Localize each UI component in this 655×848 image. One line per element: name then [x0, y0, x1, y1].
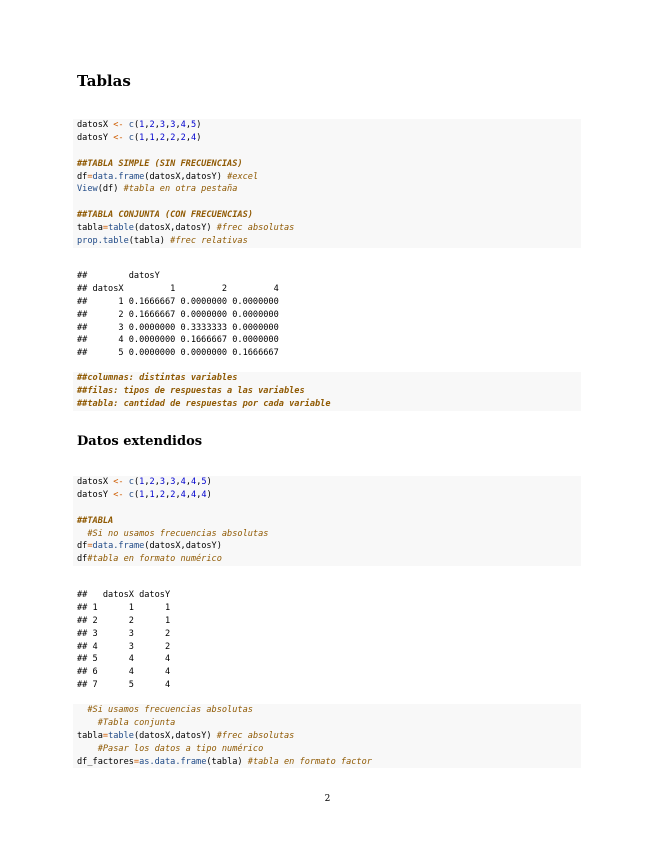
code-token: #excel — [227, 171, 259, 182]
code-token: , — [185, 132, 192, 143]
code-token: , — [144, 120, 150, 130]
code-token: = — [87, 541, 93, 552]
code-token: #Pasar los datos a tipo numérico — [97, 743, 264, 754]
code-token: ) — [206, 489, 212, 500]
code-token: table — [108, 730, 134, 741]
output-line: ## datosX 1 2 4 — [77, 283, 279, 294]
code-token: , — [154, 489, 160, 500]
code-line — [77, 717, 577, 730]
output-line: ## 5 0.0000000 0.0000000 0.1666667 — [77, 348, 279, 359]
code-token: data.frame — [92, 171, 145, 182]
code-token: (tabla) — [128, 236, 171, 247]
code-token: #tabla en otra pestaña — [123, 184, 238, 195]
blank-line — [77, 502, 577, 515]
code-token: 4 — [180, 489, 186, 500]
code-token: 4 — [191, 477, 197, 487]
code-token: 4 — [180, 120, 186, 130]
output-line: ## datosY — [77, 271, 160, 281]
code-token: ( — [133, 477, 140, 487]
code-token: ##filas: tipos de respuestas a las variables — [77, 385, 305, 396]
code-token: #tabla en formato factor — [247, 756, 372, 767]
output-line: ## 2 2 1 — [77, 615, 171, 626]
code-line — [77, 756, 577, 769]
output-line: ## datosX datosY — [77, 590, 171, 600]
code-token: 2 — [180, 132, 186, 143]
code-token: , — [144, 489, 150, 500]
blank-line — [77, 145, 577, 158]
code-token: 2 — [159, 132, 166, 143]
code-line — [77, 235, 577, 248]
output-block-prop-table — [73, 270, 581, 360]
code-token: ( — [133, 132, 140, 143]
code-block-notes — [73, 372, 581, 411]
output-line: ## 1 0.1666667 0.0000000 0.0000000 — [77, 296, 279, 307]
code-line — [77, 489, 577, 502]
code-token: table — [108, 223, 134, 234]
code-block-tablas — [73, 119, 581, 248]
code-token: 2 — [170, 132, 176, 143]
code-line — [77, 515, 577, 528]
output-line: ## 4 3 2 — [77, 641, 171, 652]
code-token: , — [165, 477, 171, 487]
code-token: , — [175, 477, 181, 487]
code-token: ##TABLA SIMPLE (SIN FRECUENCIAS) — [77, 158, 243, 169]
output-line: ## 3 0.0000000 0.3333333 0.0000000 — [77, 322, 279, 333]
code-token: ##columnas: distintas variables — [77, 373, 238, 383]
code-token: tabla — [77, 730, 103, 741]
code-token: df — [77, 171, 88, 182]
code-token: ##tabla: cantidad de respuestas por cada variable — [77, 398, 331, 409]
code-line — [77, 743, 577, 756]
code-token: <- — [113, 477, 124, 487]
code-token: (datosX,datosY) — [144, 541, 222, 552]
code-line — [77, 528, 577, 541]
code-token: #Si usamos frecuencias absolutas — [87, 705, 253, 715]
code-token: , — [144, 132, 150, 143]
code-token: c — [128, 489, 134, 500]
code-token: , — [175, 489, 181, 500]
code-token: 3 — [170, 477, 176, 487]
code-token: , — [175, 120, 181, 130]
code-token: 3 — [159, 477, 166, 487]
code-token: = — [102, 223, 109, 234]
code-token: 1 — [149, 489, 155, 500]
code-token: , — [154, 132, 160, 143]
code-token: 1 — [139, 120, 145, 130]
code-token: datosY — [77, 132, 114, 143]
code-line — [77, 704, 577, 717]
output-block-data-frame — [73, 589, 581, 692]
code-token: #Si no usamos frecuencias absolutas — [87, 528, 269, 539]
code-token: data.frame — [92, 541, 145, 552]
code-line — [77, 158, 577, 171]
code-token: as.data.frame — [139, 756, 207, 767]
code-line — [77, 132, 577, 145]
code-token: <- — [113, 489, 124, 500]
code-token: #frec absolutas — [216, 223, 295, 234]
code-token: #tabla en formato numérico — [87, 554, 222, 565]
code-line — [77, 372, 577, 385]
code-token: 3 — [170, 120, 176, 130]
code-line — [77, 385, 577, 398]
output-line: ## 4 0.0000000 0.1666667 0.0000000 — [77, 335, 279, 346]
code-token: ) — [206, 477, 212, 487]
code-token: datosX — [77, 120, 114, 130]
code-line — [77, 476, 577, 489]
code-token: #Tabla conjunta — [97, 717, 176, 728]
code-block-factores — [73, 704, 581, 768]
code-token: ( — [133, 489, 140, 500]
code-token: (tabla) — [206, 756, 248, 767]
code-token: tabla — [77, 223, 103, 234]
output-line: ## 2 0.1666667 0.0000000 0.0000000 — [77, 309, 279, 320]
code-line — [77, 209, 577, 222]
code-token: prop.table — [77, 236, 129, 247]
code-token: , — [196, 489, 202, 500]
output-line: ## 6 4 4 — [77, 667, 171, 678]
code-token: df_factores — [77, 756, 134, 767]
code-token: ) — [196, 120, 202, 130]
section-title-tablas: Tablas — [77, 72, 131, 90]
code-token: View — [77, 184, 98, 195]
code-token: 2 — [170, 489, 176, 500]
code-token: , — [185, 489, 192, 500]
blank-line — [77, 196, 577, 209]
code-token: , — [185, 477, 192, 487]
code-token: = — [133, 756, 140, 767]
code-token: ##TABLA — [77, 515, 114, 526]
code-token: , — [196, 477, 202, 487]
code-line — [77, 171, 577, 184]
code-token: , — [165, 120, 171, 130]
code-token: (datosX,datosY) — [133, 730, 217, 741]
code-token: (datosX,datosY) — [133, 223, 217, 234]
code-token: , — [185, 120, 192, 130]
code-token: 2 — [159, 489, 166, 500]
code-line — [77, 398, 577, 411]
code-token: datosX — [77, 477, 114, 487]
code-token — [77, 718, 98, 728]
output-line: ## 5 4 4 — [77, 654, 171, 665]
code-token: <- — [113, 120, 124, 130]
code-token: c — [128, 132, 134, 143]
code-line — [77, 553, 577, 566]
code-token — [77, 529, 87, 539]
code-token: = — [87, 171, 93, 182]
code-token: 4 — [201, 489, 207, 500]
code-line — [77, 540, 577, 553]
code-token: ( — [133, 120, 140, 130]
code-token: datosY — [77, 489, 114, 500]
code-token: , — [165, 489, 171, 500]
code-token: , — [144, 477, 150, 487]
code-token: #frec absolutas — [216, 730, 295, 741]
code-token — [77, 705, 87, 715]
code-token: ) — [196, 132, 202, 143]
code-token: , — [154, 477, 160, 487]
code-block-datos-extendidos — [73, 476, 581, 566]
code-token: 5 — [191, 120, 197, 130]
code-token: 5 — [201, 477, 207, 487]
output-line: ## 3 3 2 — [77, 628, 171, 639]
code-line — [77, 222, 577, 235]
output-line: ## 7 5 4 — [77, 680, 171, 691]
code-token: (df) — [97, 184, 124, 195]
code-token: , — [165, 132, 171, 143]
output-line: ## 1 1 1 — [77, 602, 171, 613]
code-token: , — [154, 120, 160, 130]
code-token: , — [175, 132, 181, 143]
code-token: (datosX,datosY) — [144, 171, 228, 182]
code-token — [77, 744, 98, 754]
code-line — [77, 119, 577, 132]
code-line — [77, 183, 577, 196]
code-token: ##TABLA CONJUNTA (CON FRECUENCIAS) — [77, 210, 253, 221]
code-token: c — [128, 120, 134, 130]
code-token: 4 — [191, 489, 197, 500]
code-token: 4 — [191, 132, 197, 143]
code-token: df — [77, 541, 88, 552]
code-token: 3 — [159, 120, 166, 130]
code-token: 1 — [139, 489, 145, 500]
code-token: 1 — [149, 132, 155, 143]
code-token: 1 — [139, 132, 145, 143]
code-token: df — [77, 554, 88, 565]
code-token: 2 — [149, 477, 155, 487]
code-line — [77, 730, 577, 743]
section-title-datos-extendidos: Datos extendidos — [77, 434, 203, 449]
code-token: c — [128, 477, 134, 487]
code-token: #frec relativas — [170, 236, 248, 247]
code-token: 4 — [180, 477, 186, 487]
code-token: 1 — [139, 477, 145, 487]
code-token: = — [102, 730, 109, 741]
code-token: 2 — [149, 120, 155, 130]
page-number: 2 — [324, 794, 331, 804]
code-token: <- — [113, 132, 124, 143]
